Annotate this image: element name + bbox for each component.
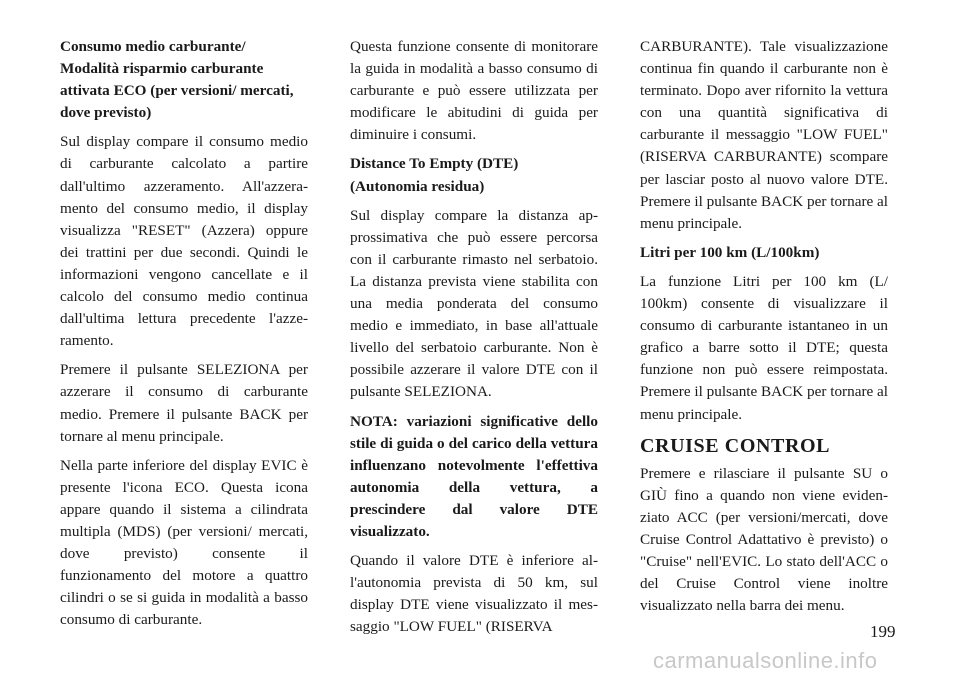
paragraph: Sul display compare il consumo medio di carburante calcolato a partire dall'ultimo azzeramento. All'azzeramento del consumo medio, il display visualizza "RESET" (Azzera) oppure dei trattini per due secondi. Quindi le informazioni vengono cancellate e il calcolo del consumo medio continua dall'ultima lettura precedente l'azzeramento.	[60, 133, 308, 350]
section-heading-dte: Distance To Empty (DTE) (Autonomia residua)	[350, 155, 519, 195]
note-paragraph: NOTA: variazioni significative dello stile di guida o del carico della vettura influenzano notevolmente l'effettiva autonomia della vettura, a prescindere dal valore DTE visualizzato.	[350, 412, 598, 540]
column-1	[60, 36, 308, 638]
paragraph: Premere il pulsante SELEZIONA per azzerare il consumo di carburante medio. Premere il pulsante BACK per tornare al menu principale.	[60, 361, 308, 445]
section-heading-consumo-medio: Consumo medio carburante/ Modalità risparmio carburante attivata ECO (per versioni/ mercati, dove previsto)	[60, 38, 294, 122]
column-3	[640, 36, 888, 624]
watermark[interactable]: carmanualsonline.info	[653, 648, 878, 673]
section-title-cruise-control: CRUISE CONTROL	[640, 434, 831, 457]
paragraph: Premere e rilasciare il pulsante SU o GIÙ fino a quando non viene evidenziato ACC (per versioni/mercati, dove Cruise Control Adattativo è previsto) o "Cruise" nell'EVIC. Lo stato dell'ACC o del Cruise Control viene inoltre visualizzato nella barra dei menu.	[640, 464, 888, 615]
column-2	[350, 36, 598, 645]
section-heading-litri: Litri per 100 km (L/100km)	[640, 243, 820, 261]
paragraph: Questa funzione consente di monitorare la guida in modalità a basso consumo di carburante e può essere utilizzata per modificare le abitudini di guida per diminuire i consumi.	[350, 38, 598, 144]
paragraph: La funzione Litri per 100 km (L/ 100km) consente di visualizzare il consumo di carburante istantaneo in un grafico a barre sotto il DTE; questa funzione non può essere reimpostata. Premere il pulsante BACK per tornare al menu principale.	[640, 272, 888, 423]
paragraph: Quando il valore DTE è inferiore all'autonomia prevista di 50 km, sul display DTE viene visualizzato il messaggio "LOW FUEL" (RISERVA	[350, 552, 598, 636]
paragraph: Nella parte inferiore del display EVIC è presente l'icona ECO. Questa icona appare quando il sistema a cilindrata multipla (MDS) (per versioni/ mercati, dove previsto) consente il funzionamento del motore a quattro cilindri o se si guida in modalità a basso consumo di carburante.	[60, 456, 308, 629]
paragraph: Sul display compare la distanza approssimativa che può essere percorsa con il carburante rimasto nel serbatoio. La distanza prevista viene stabilita con una media ponderata del consumo medio e immediato, in base all'attuale livello del serbatoio carburante. Non è possibile azzerare il valore DTE con il pulsante SELEZIONA.	[350, 206, 598, 401]
paragraph: CARBURANTE). Tale visualizzazione continua fin quando il carburante non è terminato. Dopo aver rifornito la vettura con una quantità significativa di carburante il messaggio "LOW FUEL" (RISERVA CARBURANTE) scompare per lasciar posto al nuovo valore DTE. Premere il pulsante BACK per tornare al menu principale.	[640, 38, 888, 232]
page-number: 199	[870, 622, 896, 641]
